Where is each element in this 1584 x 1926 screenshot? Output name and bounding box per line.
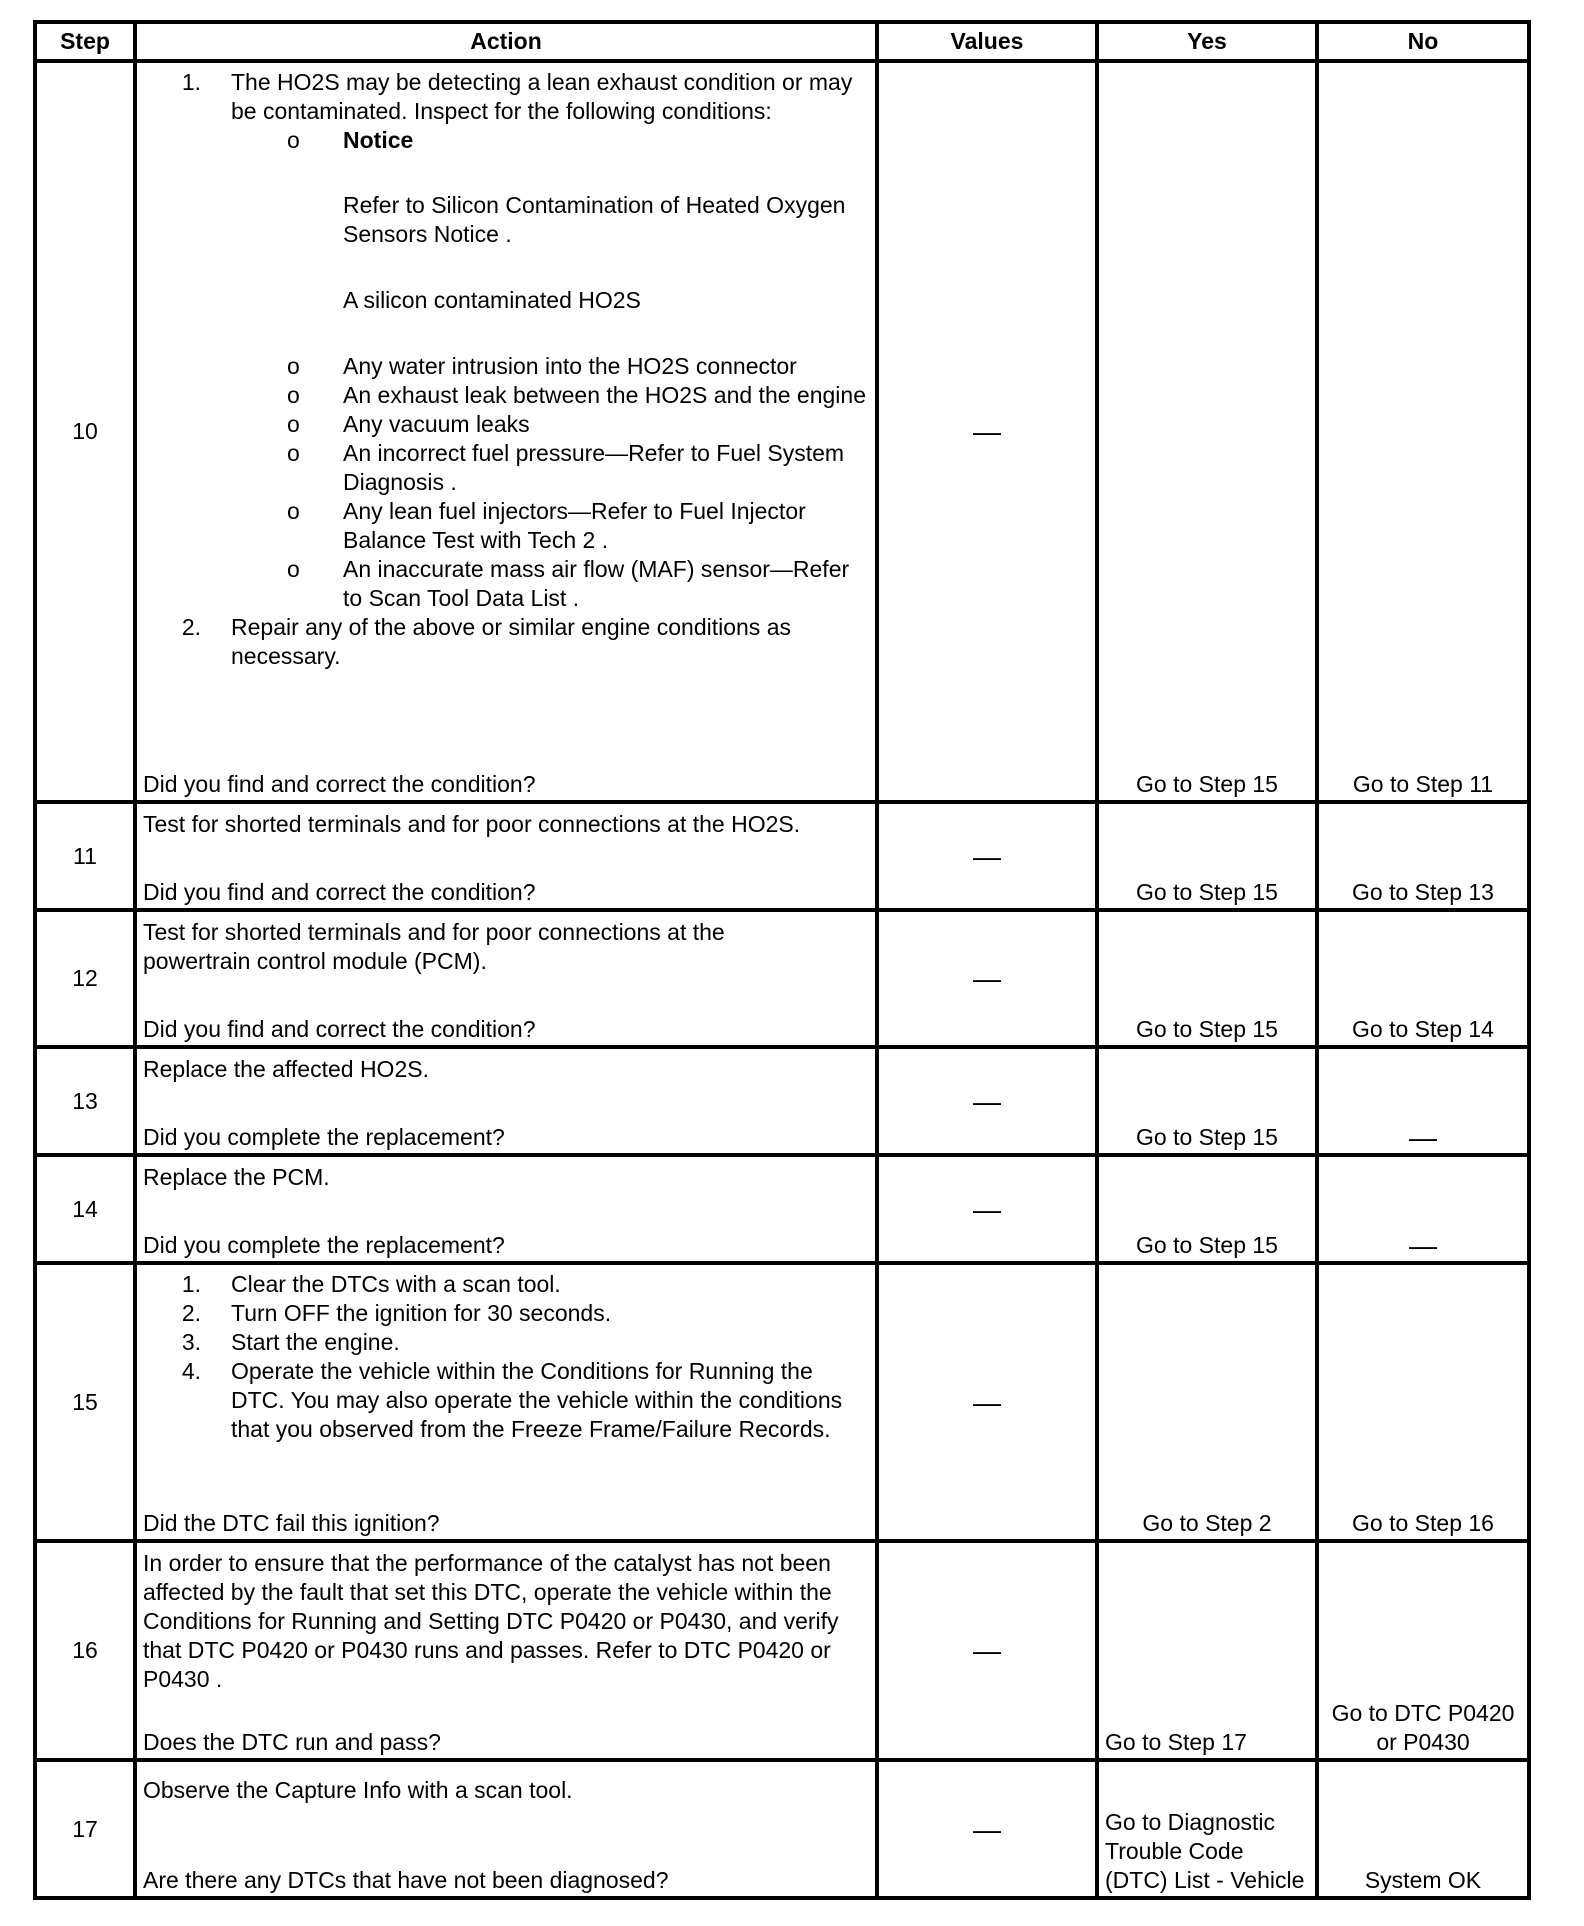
step-number: 11: [73, 842, 97, 869]
list-text: Turn OFF the ignition for 30 seconds.: [231, 1300, 612, 1326]
notice-body: [287, 286, 869, 315]
yes-cell: Go to Step 15: [1136, 771, 1278, 797]
header-yes: Yes: [1187, 28, 1227, 54]
no-cell: —: [1409, 1122, 1437, 1153]
action-cell: [137, 1265, 875, 1539]
bullet-icon: o: [287, 411, 300, 437]
yes-cell: Go to Diagnostic Trouble Code (DTC) List - Vehicle: [1105, 1809, 1305, 1893]
bullet-icon: o: [287, 556, 300, 582]
list-text: Operate the vehicle within the Conditions for Running the DTC. You may also operate the vehicle within the conditions that you observed from the Freeze Frame/Failure Records.: [231, 1358, 843, 1442]
action-text: Observe the Capture Info with a scan tool.: [143, 1777, 573, 1803]
values-cell: —: [973, 1085, 1001, 1117]
question-text: Did you find and correct the condition?: [143, 771, 536, 797]
condition-item: [287, 381, 869, 410]
yes-cell: Go to Step 15: [1136, 879, 1278, 905]
header-values: Values: [950, 28, 1024, 54]
conditions-list: [143, 352, 869, 613]
condition-text: Any lean fuel injectors—Refer to Fuel Injector Balance Test with Tech 2 .: [343, 498, 806, 553]
action-cell: [137, 912, 875, 1045]
condition-text: Any water intrusion into the HO2S connector: [343, 353, 797, 379]
action-cell: [137, 804, 875, 908]
condition-item: [287, 497, 869, 555]
list-number: 1.: [181, 1271, 201, 1297]
notice-body-text: A silicon contaminated HO2S: [343, 287, 641, 313]
condition-item: [287, 352, 869, 381]
values-cell: —: [973, 963, 1001, 994]
yes-cell: Go to Step 2: [1142, 1510, 1272, 1536]
list-item: [143, 1328, 869, 1357]
list-number: 1.: [181, 69, 201, 95]
list-text: Start the engine.: [231, 1329, 400, 1355]
question-text: Are there any DTCs that have not been diagnosed?: [143, 1867, 669, 1893]
step-number: 10: [72, 418, 98, 444]
bullet-icon: o: [287, 382, 300, 408]
action-text: In order to ensure that the performance of the catalyst has not been affected by the fault that set this DTC, operate the vehicle within the Conditions for Running and Setting DTC P0420 or P0430, and verify that DTC P0420 or P0430 runs and passes. Refer to DTC P0420 or P0430 .: [143, 1550, 839, 1692]
diagnostic-table: [33, 20, 1531, 1900]
question-text: Does the DTC run and pass?: [143, 1729, 441, 1755]
action-cell: [137, 1543, 875, 1758]
list-number: 2.: [181, 1300, 201, 1326]
values-cell: —: [973, 1193, 1001, 1225]
step-number: 14: [72, 1195, 98, 1222]
yes-cell: Go to Step 15: [1136, 1016, 1278, 1042]
no-cell: —: [1409, 1230, 1437, 1261]
no-cell: System OK: [1364, 1867, 1482, 1893]
action-cell: [137, 1762, 875, 1896]
no-cell: Go to Step 16: [1352, 1510, 1494, 1536]
bullet-icon: o: [287, 498, 300, 524]
action-text: Replace the PCM.: [143, 1164, 330, 1190]
header-no: No: [1407, 28, 1439, 54]
question-text: Did the DTC fail this ignition?: [143, 1510, 440, 1536]
notice-reference: [287, 191, 869, 249]
column-rule: [1527, 20, 1531, 1900]
action-text: Test for shorted terminals and for poor connections at the powertrain control module (PCM).: [143, 919, 725, 974]
list-number: 3.: [181, 1329, 201, 1355]
list-item: [143, 68, 869, 126]
list-item: [143, 1357, 869, 1444]
list-item: [143, 1299, 869, 1328]
step-number: 16: [72, 1637, 98, 1663]
bullet-icon: o: [287, 440, 300, 466]
row-rule: [33, 1896, 1531, 1900]
values-cell: —: [973, 1813, 1001, 1845]
sub-list-item: [287, 126, 869, 155]
action-text: Test for shorted terminals and for poor connections at the HO2S.: [143, 811, 801, 837]
condition-text: An inaccurate mass air flow (MAF) sensor—Refer to Scan Tool Data List .: [343, 556, 850, 611]
step-number: 12: [72, 965, 98, 991]
list-text: The HO2S may be detecting a lean exhaust condition or may be contaminated. Inspect for the following conditions:: [231, 69, 853, 124]
action-cell: [137, 1049, 875, 1153]
condition-text: Any vacuum leaks: [343, 411, 530, 437]
question-text: Did you find and correct the condition?: [143, 879, 536, 905]
values-cell: —: [973, 1635, 1001, 1666]
yes-cell: Go to Step 17: [1105, 1729, 1247, 1755]
condition-item: [287, 410, 869, 439]
list-item: [143, 613, 869, 671]
question-text: Did you complete the replacement?: [143, 1124, 505, 1150]
step-number: 17: [72, 1815, 98, 1842]
condition-item: [287, 439, 869, 497]
list-text: Clear the DTCs with a scan tool.: [231, 1271, 561, 1297]
list-item: [143, 1270, 869, 1299]
notice-label: Notice: [343, 127, 414, 153]
list-text: Repair any of the above or similar engine conditions as necessary.: [231, 614, 791, 669]
condition-text: An exhaust leak between the HO2S and the engine: [343, 382, 866, 408]
yes-cell: Go to Step 15: [1136, 1124, 1278, 1150]
bullet-icon: o: [287, 127, 300, 153]
list-number: 2.: [181, 614, 201, 640]
condition-text: An incorrect fuel pressure—Refer to Fuel System Diagnosis .: [343, 440, 845, 495]
bullet-icon: o: [287, 353, 300, 379]
action-cell: [137, 63, 875, 800]
header-step: Step: [60, 28, 110, 54]
list-number: 4.: [181, 1358, 201, 1384]
no-cell: Go to Step 13: [1352, 879, 1494, 905]
action-cell: [137, 1157, 875, 1261]
notice-ref-text: Refer to Silicon Contamination of Heated Oxygen Sensors Notice .: [343, 192, 846, 247]
values-cell: —: [973, 1386, 1001, 1418]
step-number: 15: [72, 1388, 98, 1415]
no-cell: Go to Step 14: [1352, 1016, 1494, 1042]
no-cell: Go to Step 11: [1352, 771, 1494, 797]
question-text: Did you complete the replacement?: [143, 1232, 505, 1258]
action-steps: [143, 68, 869, 671]
header-action: Action: [470, 28, 542, 54]
action-text: Replace the affected HO2S.: [143, 1056, 429, 1082]
step-number: 13: [72, 1087, 98, 1114]
action-steps: [143, 1270, 869, 1444]
values-cell: —: [973, 416, 1001, 447]
yes-cell: Go to Step 15: [1136, 1232, 1278, 1258]
condition-item: [287, 555, 869, 613]
no-cell: Go to DTC P0420 or P0430: [1331, 1700, 1515, 1755]
values-cell: —: [973, 840, 1001, 872]
question-text: Did you find and correct the condition?: [143, 1016, 536, 1042]
